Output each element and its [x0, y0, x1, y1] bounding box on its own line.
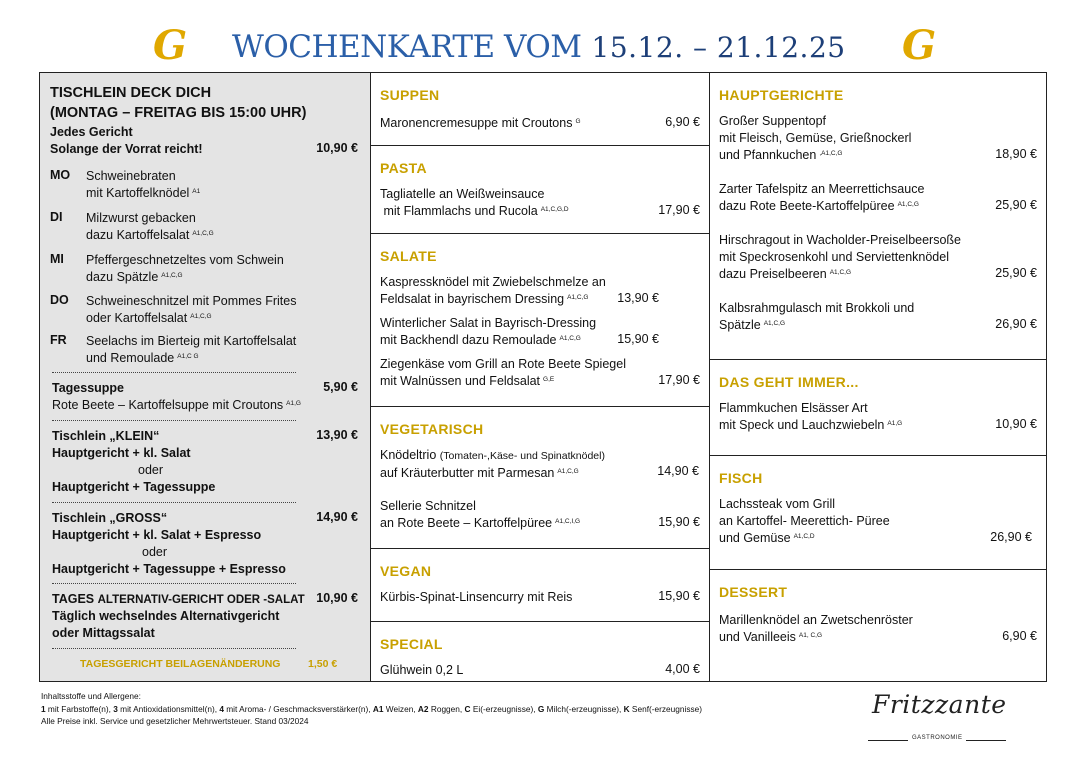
dotted-divider — [52, 502, 296, 503]
day-dish: Pfeffergeschnetzeltes vom Schwein dazu Spätzle $^{A1,C,G}$ — [86, 253, 284, 284]
section-vegan — [371, 548, 709, 621]
fork-icon — [868, 740, 908, 741]
menu-item: Ziegenkäse vom Grill an Rote Beete Spiegel mit Walnüssen und Feldsalat $^{G,E}$ — [380, 357, 626, 388]
day-label: MI — [50, 252, 64, 266]
section-immer — [710, 359, 1046, 455]
brand-logo — [860, 690, 1010, 750]
menu-item: Kürbis-Spinat-Linsencurry mit Reis — [380, 590, 573, 604]
menu-price: 26,90 € — [995, 317, 1037, 331]
logo-right-icon: G — [902, 22, 937, 69]
soup-title: Tagessuppe — [52, 381, 125, 395]
menu-price: 6,90 € — [665, 115, 700, 129]
section-title: SPECIAL — [380, 636, 443, 652]
lunch-column — [40, 73, 371, 681]
menu-item: Lachssteak vom Grill an Kartoffel- Meerettich- Püree und Gemüse $^{A1,C,D}$ — [719, 497, 890, 545]
right-column — [710, 73, 1046, 681]
footer-line1: Inhaltsstoffe und Allergene: — [41, 691, 141, 701]
day-dish: Schweinebraten mit Kartoffelknödel $^{A1}$ — [86, 169, 201, 200]
section-title: DESSERT — [719, 584, 788, 600]
day-label: DI — [50, 210, 63, 224]
title-text: WOCHENKARTE VOM — [232, 29, 582, 65]
klein-price: 13,90 € — [316, 428, 358, 442]
menu-item: Sellerie Schnitzel an Rote Beete – Kartoffelpüree $^{A1,C,I,G}$ — [380, 499, 581, 530]
menu-item: Kalbsrahmgulasch mit Brokkoli und Spätzle $^{A1,C,G}$ — [719, 301, 915, 332]
menu-price: 13,90 € — [617, 291, 659, 305]
menu-price: 25,90 € — [995, 266, 1037, 280]
section-vegetarisch — [371, 406, 709, 548]
gross-line2: Hauptgericht + Tagessuppe + Espresso — [52, 562, 286, 576]
menu-price: 6,90 € — [1002, 629, 1037, 643]
menu-price: 4,00 € — [665, 662, 700, 676]
klein-line2: Hauptgericht + Tagessuppe — [52, 480, 216, 494]
change-text: TAGESGERICHT BEILAGENÄNDERUNG — [80, 658, 281, 670]
alt-price: 10,90 € — [316, 591, 358, 605]
title-dates: 15.12. – 21.12.25 — [591, 31, 846, 64]
alt-line2: oder Mittagssalat — [52, 626, 155, 640]
knife-icon — [966, 740, 1006, 741]
brand-sub: GASTRONOMIE — [912, 735, 963, 741]
lunch-subtitle: (MONTAG – FREITAG BIS 15:00 UHR) — [50, 105, 307, 121]
menu-item: Glühwein 0,2 L — [380, 663, 464, 677]
section-special — [371, 621, 709, 683]
menu-price: 10,90 € — [995, 417, 1037, 431]
menu-item: Kaspressknödel mit Zwiebelschmelze an Feldsalat in bayrischem Dressing $^{A1,C,G}$ — [380, 275, 606, 306]
lunch-line2: Solange der Vorrat reicht! — [50, 142, 203, 156]
menu-item: Hirschragout in Wacholder-Preiselbeersoße mit Speckrosenkohl und Serviettenknödel dazu Preiselbeeren $^{A1,C,G}$ — [719, 233, 961, 281]
alt-title: TAGES ALTERNATIV-GERICHT ODER -SALAT — [52, 592, 305, 606]
section-pasta — [371, 145, 709, 233]
menu-price: 15,90 € — [617, 332, 659, 346]
menu-item: Großer Suppentopf mit Fleisch, Gemüse, Grießnockerl und Pfannkuchen $^{,A1,C,G}$ — [719, 114, 912, 162]
alt-line1: Täglich wechselndes Alternativgericht — [52, 609, 280, 623]
section-title: PASTA — [380, 160, 427, 176]
section-title: HAUPTGERICHTE — [719, 87, 844, 103]
menu-price: 15,90 € — [658, 589, 700, 603]
lunch-title: TISCHLEIN DECK DICH — [50, 85, 212, 101]
lunch-price: 10,90 € — [316, 141, 358, 155]
section-title: DAS GEHT IMMER... — [719, 374, 859, 390]
menu-price: 14,90 € — [657, 464, 699, 478]
soup-text: Rote Beete – Kartoffelsuppe mit Croutons $^{A1,G}$ — [52, 398, 301, 412]
menu-item: Flammkuchen Elsässer Art mit Speck und Lauchzwiebeln $^{A1,G}$ — [719, 401, 903, 432]
section-suppen — [371, 73, 709, 145]
day-label: MO — [50, 168, 71, 182]
menu-price: 17,90 € — [658, 373, 700, 387]
menu-item: Knödeltrio (Tomaten-,Käse- und Spinatknödel) auf Kräuterbutter mit Parmesan $^{A1,C,G}$ — [380, 448, 605, 480]
gross-price: 14,90 € — [316, 510, 358, 524]
gross-or: oder — [142, 545, 168, 559]
middle-column — [371, 73, 710, 681]
page-title — [232, 29, 846, 65]
section-title: VEGAN — [380, 563, 432, 579]
brand-name: Fritzzante — [872, 690, 1007, 719]
menu-price: 17,90 € — [658, 203, 700, 217]
menu-frame — [39, 72, 1047, 682]
footer-line3: Alle Preise inkl. Service und gesetzlicher Mehrwertsteuer. Stand 03/2024 — [41, 716, 309, 726]
menu-price: 15,90 € — [658, 515, 700, 529]
menu-item: Zarter Tafelspitz an Meerrettichsauce dazu Rote Beete-Kartoffelpüree $^{A1,C,G}$ — [719, 182, 925, 213]
page-header — [0, 22, 1080, 70]
gross-title: Tischlein „GROSS“ — [52, 511, 168, 525]
section-title: SALATE — [380, 248, 437, 264]
klein-or: oder — [138, 463, 164, 477]
section-fisch — [710, 455, 1046, 569]
day-label: DO — [50, 293, 69, 307]
section-title: SUPPEN — [380, 87, 440, 103]
day-dish: Seelachs im Bierteig mit Kartoffelsalat und Remoulade $^{A1,C G}$ — [86, 334, 297, 365]
dotted-divider — [52, 372, 296, 373]
lunch-line1: Jedes Gericht — [50, 125, 133, 139]
footer-line2: 1 mit Farbstoffe(n), 3 mit Antioxidationsmittel(n), 4 mit Aroma- / Geschmacksverstärker(n), A1 Weizen, A2 Roggen, C Ei(-erzeugnisse), G Milch(-erzeugnisse), K Senf(-erzeugnisse) — [41, 703, 703, 714]
klein-title: Tischlein „KLEIN“ — [52, 429, 160, 443]
dotted-divider — [52, 583, 296, 584]
section-hauptgerichte — [710, 73, 1046, 359]
section-title: VEGETARISCH — [380, 421, 484, 437]
menu-price: 26,90 € — [990, 530, 1032, 544]
section-dessert — [710, 569, 1046, 683]
day-dish: Milzwurst gebacken dazu Kartoffelsalat $^{A1,C,G}$ — [86, 211, 214, 242]
section-title: FISCH — [719, 470, 763, 486]
dotted-divider — [52, 648, 296, 649]
menu-item: Winterlicher Salat in Bayrisch-Dressing mit Backhendl dazu Remoulade $^{A1,C,G}$ — [380, 316, 597, 347]
day-label: FR — [50, 333, 67, 347]
change-price: 1,50 € — [308, 658, 338, 670]
menu-item: Marillenknödel an Zwetschenröster und Vanilleeis $^{A1, C,G}$ — [719, 613, 913, 644]
menu-price: 18,90 € — [995, 147, 1037, 161]
dotted-divider — [52, 420, 296, 421]
logo-left-icon: G — [153, 22, 188, 69]
menu-price: 25,90 € — [995, 198, 1037, 212]
soup-price: 5,90 € — [323, 380, 358, 394]
menu-item: Maronencremesuppe mit Croutons $^G$ — [380, 116, 581, 130]
klein-line1: Hauptgericht + kl. Salat — [52, 446, 191, 460]
allergen-footer — [41, 690, 702, 728]
gross-line1: Hauptgericht + kl. Salat + Espresso — [52, 528, 262, 542]
day-dish: Schweineschnitzel mit Pommes Frites oder Kartoffelsalat $^{A1,C,G}$ — [86, 294, 297, 325]
menu-item: Tagliatelle an Weißweinsauce mit Flammlachs und Rucola $^{A1,C,G,D}$ — [380, 187, 569, 218]
section-salate — [371, 233, 709, 406]
